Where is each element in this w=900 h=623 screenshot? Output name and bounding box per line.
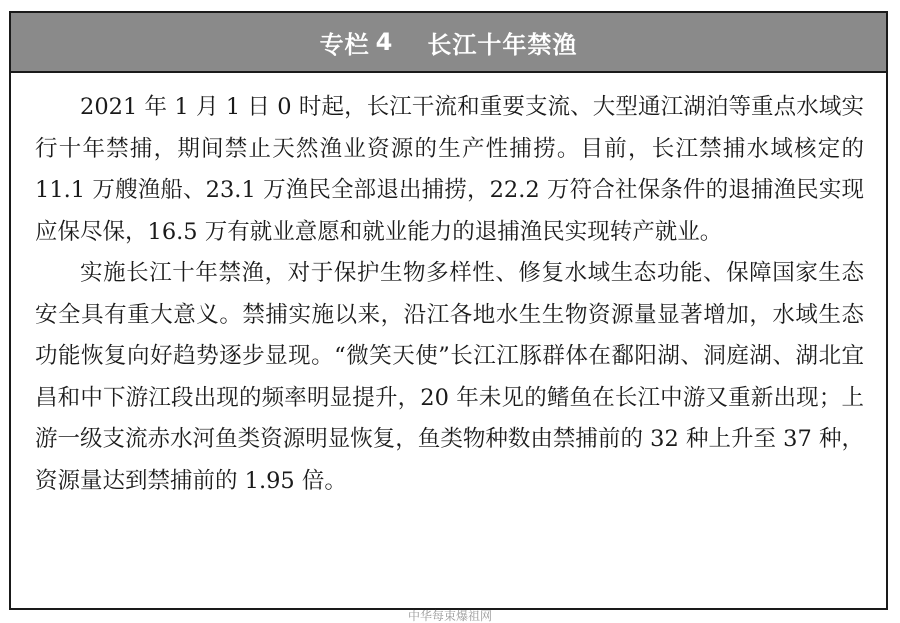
column-number: 4 — [375, 28, 394, 56]
paragraph-1: 2021 年 1 月 1 日 0 时起，长江干流和重要支流、大型通江湖泊等重点水域实行十年禁捕，期间禁止天然渔业资源的生产性捕捞。目前，长江禁捕水域核定的 11.1 万艘渔船、23.1 万渔民全部退出捕捞，22.2 万符合社保条件的退捕渔民实现应保尽保，16.5 万有就业意愿和就业能力的退捕渔民实现转产就业。 — [35, 94, 864, 245]
paragraph-2: 实施长江十年禁渔，对于保护生物多样性、修复水域生态功能、保障国家生态安全具有重大意义。禁捕实施以来，沿江各地水生生物资源量显著增加，水域生态功能恢复向好趋势逐步显现。“微笑天使”长江江豚群体在鄱阳湖、洞庭湖、湖北宜昌和中下游江段出现的频率明显提升，20 年未见的鳍鱼在长江中游又重新出现；上游一级支流赤水河鱼类资源明显恢复，鱼类物种数由禁捕前的 32 种上升至 37 种，资源量达到禁捕前的 1.95 倍。 — [35, 260, 864, 494]
column-title: 长江十年禁渔 — [427, 30, 578, 59]
column-body — [11, 73, 886, 502]
column-box — [9, 11, 888, 610]
column-header — [11, 13, 886, 73]
column-label: 专栏 — [319, 30, 370, 59]
watermark-text: 中华每束爆祖网 — [407, 609, 492, 623]
